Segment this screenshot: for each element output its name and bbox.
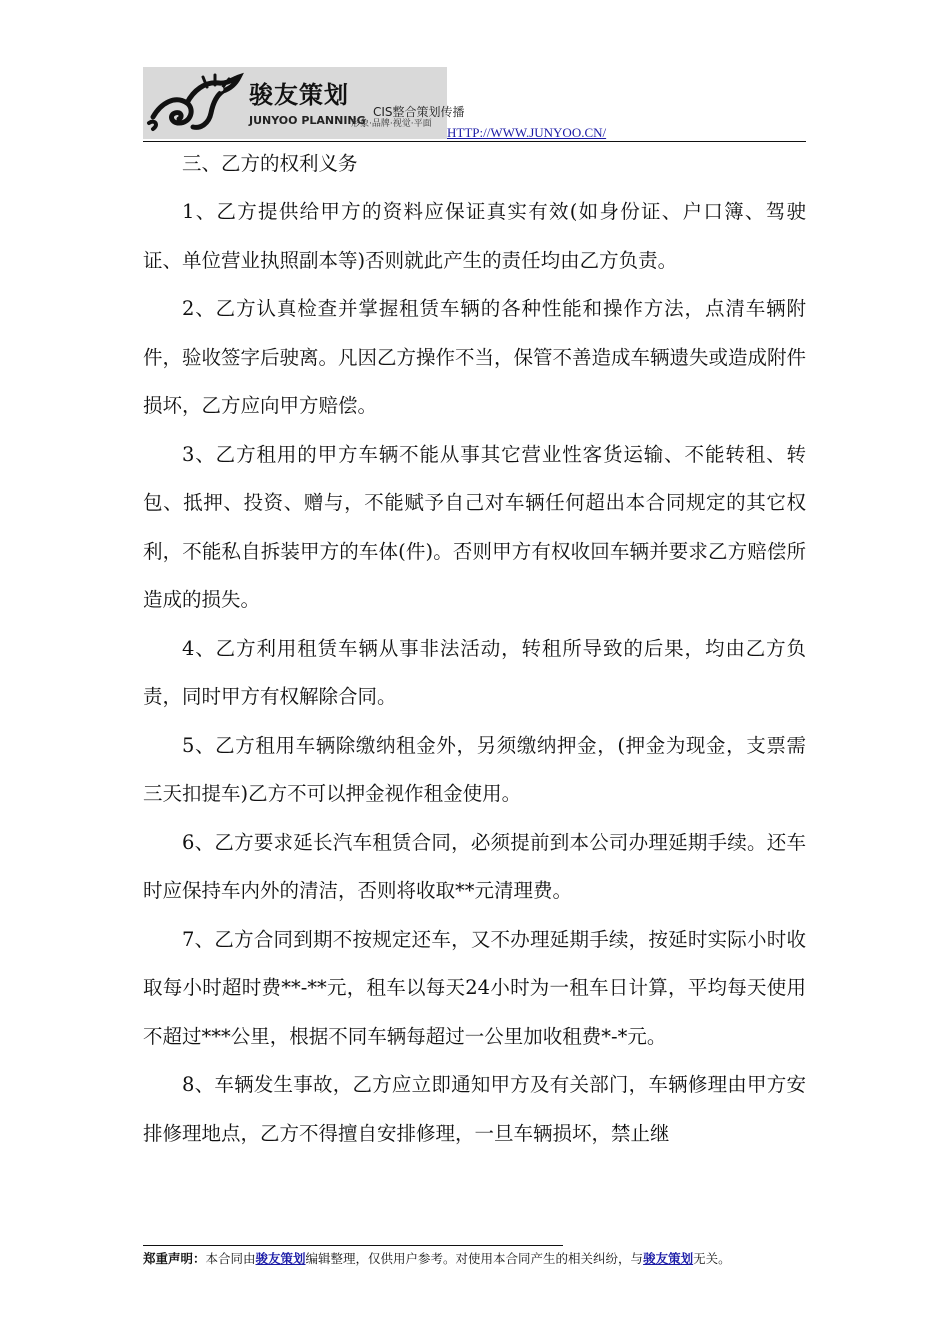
- disclaimer-text: 无关。: [693, 1251, 731, 1266]
- website-link[interactable]: HTTP://WWW.JUNYOO.CN/: [447, 125, 607, 140]
- clause-1: 1、乙方提供给甲方的资料应保证真实有效(如身份证、户口簿、驾驶证、单位营业执照副本等)否则就此产生的责任均由乙方负责。: [143, 200, 806, 272]
- junyoo-link[interactable]: 骏友策划: [255, 1251, 306, 1266]
- dragon-icon: [147, 73, 243, 135]
- company-logo: [143, 67, 465, 139]
- disclaimer-label: 郑重声明：: [143, 1251, 206, 1266]
- logo-subtitle: 形象·品牌·视觉·平面: [351, 119, 432, 129]
- clause-3: 3、乙方租用的甲方车辆不能从事其它营业性客货运输、不能转租、转包、抵押、投资、赠与，不能赋予自己对车辆任何超出本合同规定的其它权利，不能私自拆装甲方的车体(件)。否则甲方有权收回车辆并要求乙方赔偿所造成的损失。: [143, 442, 806, 611]
- clause-6: 6、乙方要求延长汽车租赁合同，必须提前到本公司办理延期手续。还车时应保持车内外的清洁，否则将收取**元清理费。: [143, 830, 806, 902]
- clause-7: 7、乙方合同到期不按规定还车，又不办理延期手续，按延时实际小时收取每小时超时费**-**元，租车以每天24小时为一租车日计算，平均每天使用不超过***公里，根据不同车辆每超过一公里加收租费*-*元。: [143, 927, 806, 1048]
- disclaimer-text: 本合同由: [205, 1251, 256, 1266]
- clause-4: 4、乙方利用租赁车辆从事非法活动，转租所导致的后果，均由乙方负责，同时甲方有权解除合同。: [143, 636, 806, 708]
- section-heading: 三、乙方的权利义务: [182, 152, 358, 175]
- logo-chinese-name: 骏友策划: [249, 81, 349, 109]
- footer-divider: [143, 1245, 563, 1246]
- logo-english-name: JUNYOO PLANNING: [249, 114, 366, 127]
- document-body: [143, 140, 806, 1158]
- disclaimer-text: 编辑整理，仅供用户参考。对使用本合同产生的相关纠纷，与: [305, 1251, 644, 1266]
- clause-2: 2、乙方认真检查并掌握租赁车辆的各种性能和操作方法，点清车辆附件，验收签字后驶离。凡因乙方操作不当，保管不善造成车辆遗失或造成附件损坏，乙方应向甲方赔偿。: [143, 297, 807, 417]
- clause-8: 8、车辆发生事故，乙方应立即通知甲方及有关部门，车辆修理由甲方安排修理地点，乙方不得擅自安排修理，一旦车辆损坏，禁止继: [143, 1073, 806, 1145]
- junyoo-link[interactable]: 骏友策划: [643, 1251, 694, 1266]
- disclaimer: [143, 1249, 731, 1267]
- clause-5: 5、乙方租用车辆除缴纳租金外，另须缴纳押金，(押金为现金，支票需三天扣提车)乙方不可以押金视作租金使用。: [143, 733, 806, 805]
- logo-tagline: CIS整合策划传播: [373, 105, 465, 119]
